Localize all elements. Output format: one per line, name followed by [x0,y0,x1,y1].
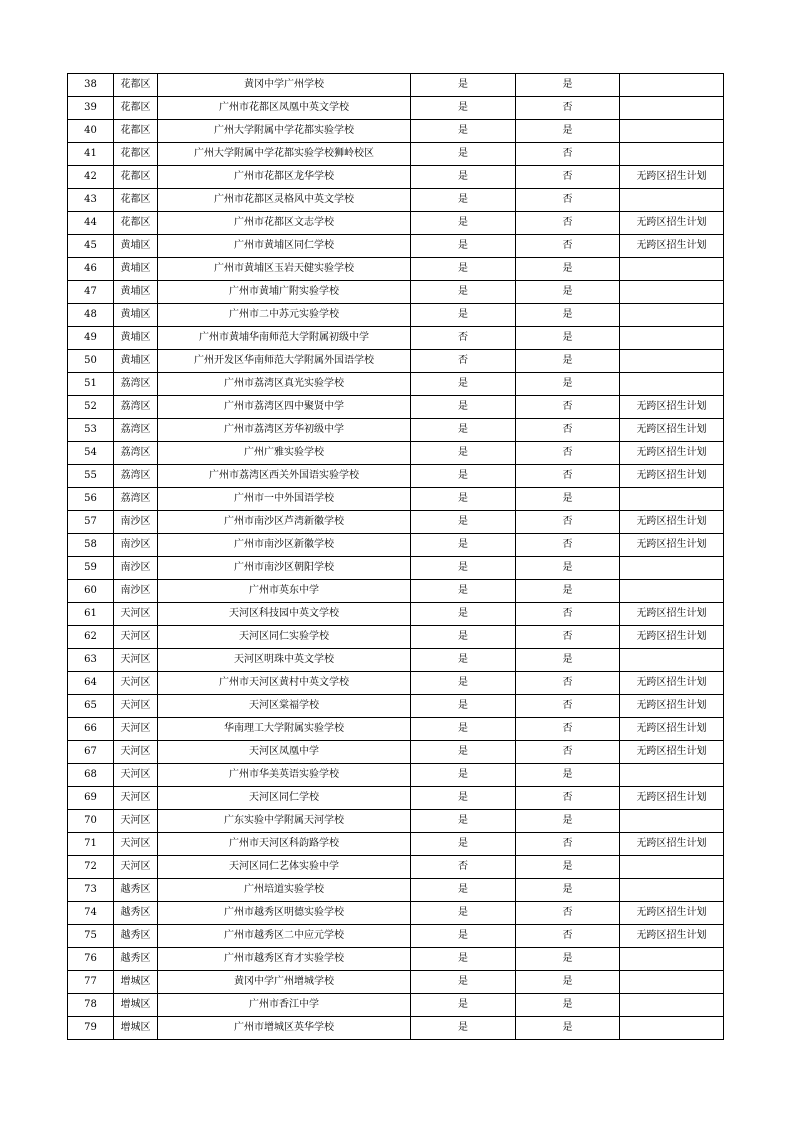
table-row [68,143,724,166]
school-name-cell: 天河区凤凰中学 [158,741,411,764]
status-cell-2: 是 [516,649,620,672]
row-number-cell: 79 [68,1017,114,1040]
note-cell: 无跨区招生计划 [620,603,724,626]
school-name-cell: 广州市荔湾区芳华初级中学 [158,419,411,442]
school-name-cell: 广州市荔湾区真光实验学校 [158,373,411,396]
district-cell: 增城区 [114,971,158,994]
note-cell [620,948,724,971]
status-cell-2: 否 [516,189,620,212]
table-row [68,488,724,511]
table-row [68,258,724,281]
district-cell: 黄埔区 [114,235,158,258]
row-number-cell: 60 [68,580,114,603]
table-row [68,787,724,810]
district-cell: 南沙区 [114,534,158,557]
note-cell: 无跨区招生计划 [620,741,724,764]
school-name-cell: 广州市花都区文志学校 [158,212,411,235]
district-cell: 南沙区 [114,580,158,603]
note-cell: 无跨区招生计划 [620,419,724,442]
row-number-cell: 47 [68,281,114,304]
row-number-cell: 46 [68,258,114,281]
table-row [68,442,724,465]
row-number-cell: 44 [68,212,114,235]
school-name-cell: 广东实验中学附属天河学校 [158,810,411,833]
status-cell-1: 是 [411,580,516,603]
row-number-cell: 43 [68,189,114,212]
school-name-cell: 天河区同仁实验学校 [158,626,411,649]
note-cell: 无跨区招生计划 [620,925,724,948]
status-cell-2: 是 [516,879,620,902]
status-cell-1: 是 [411,511,516,534]
status-cell-2: 否 [516,787,620,810]
note-cell: 无跨区招生计划 [620,212,724,235]
note-cell [620,764,724,787]
row-number-cell: 72 [68,856,114,879]
note-cell: 无跨区招生计划 [620,695,724,718]
note-cell [620,649,724,672]
district-cell: 越秀区 [114,925,158,948]
school-name-cell: 广州市南沙区朝阳学校 [158,557,411,580]
status-cell-2: 否 [516,465,620,488]
school-name-cell: 广州市黄埔华南师范大学附属初级中学 [158,327,411,350]
school-name-cell: 广州市花都区灵格风中英文学校 [158,189,411,212]
table-row [68,971,724,994]
status-cell-1: 是 [411,672,516,695]
district-cell: 天河区 [114,649,158,672]
school-name-cell: 天河区棠福学校 [158,695,411,718]
school-name-cell: 广州市荔湾区西关外国语实验学校 [158,465,411,488]
status-cell-1: 是 [411,212,516,235]
status-cell-2: 否 [516,672,620,695]
status-cell-2: 否 [516,603,620,626]
district-cell: 越秀区 [114,948,158,971]
district-cell: 天河区 [114,741,158,764]
status-cell-1: 是 [411,833,516,856]
status-cell-2: 否 [516,235,620,258]
table-row [68,189,724,212]
note-cell [620,189,724,212]
district-cell: 花都区 [114,143,158,166]
note-cell: 无跨区招生计划 [620,442,724,465]
district-cell: 荔湾区 [114,465,158,488]
status-cell-2: 是 [516,120,620,143]
note-cell: 无跨区招生计划 [620,511,724,534]
row-number-cell: 50 [68,350,114,373]
status-cell-2: 否 [516,396,620,419]
row-number-cell: 69 [68,787,114,810]
status-cell-2: 是 [516,1017,620,1040]
status-cell-1: 是 [411,258,516,281]
status-cell-1: 是 [411,304,516,327]
district-cell: 花都区 [114,189,158,212]
row-number-cell: 77 [68,971,114,994]
status-cell-2: 否 [516,97,620,120]
district-cell: 越秀区 [114,879,158,902]
district-cell: 花都区 [114,120,158,143]
district-cell: 天河区 [114,672,158,695]
table-row [68,350,724,373]
status-cell-1: 是 [411,971,516,994]
status-cell-1: 是 [411,465,516,488]
school-name-cell: 广州市二中苏元实验学校 [158,304,411,327]
status-cell-2: 是 [516,764,620,787]
table-row [68,879,724,902]
district-cell: 荔湾区 [114,488,158,511]
table-row [68,810,724,833]
status-cell-1: 否 [411,856,516,879]
school-name-cell: 黄冈中学广州学校 [158,74,411,97]
table-row [68,948,724,971]
note-cell [620,143,724,166]
status-cell-1: 是 [411,373,516,396]
school-name-cell: 天河区科技园中英文学校 [158,603,411,626]
district-cell: 黄埔区 [114,350,158,373]
row-number-cell: 51 [68,373,114,396]
district-cell: 荔湾区 [114,442,158,465]
table-row [68,649,724,672]
status-cell-1: 是 [411,718,516,741]
status-cell-2: 是 [516,810,620,833]
table-row [68,833,724,856]
note-cell: 无跨区招生计划 [620,672,724,695]
row-number-cell: 62 [68,626,114,649]
status-cell-1: 是 [411,189,516,212]
table-row [68,511,724,534]
row-number-cell: 74 [68,902,114,925]
district-cell: 南沙区 [114,557,158,580]
row-number-cell: 64 [68,672,114,695]
note-cell: 无跨区招生计划 [620,718,724,741]
school-name-cell: 广州市越秀区明德实验学校 [158,902,411,925]
school-name-cell: 广州大学附属中学花都实验学校 [158,120,411,143]
status-cell-2: 是 [516,856,620,879]
status-cell-2: 否 [516,511,620,534]
table-row [68,281,724,304]
status-cell-1: 是 [411,557,516,580]
school-name-cell: 广州市一中外国语学校 [158,488,411,511]
note-cell: 无跨区招生计划 [620,626,724,649]
status-cell-1: 是 [411,695,516,718]
row-number-cell: 76 [68,948,114,971]
table-row [68,235,724,258]
row-number-cell: 49 [68,327,114,350]
school-name-cell: 广州市花都区龙华学校 [158,166,411,189]
status-cell-2: 是 [516,948,620,971]
school-name-cell: 广州市黄埔区同仁学校 [158,235,411,258]
row-number-cell: 57 [68,511,114,534]
status-cell-1: 是 [411,97,516,120]
district-cell: 荔湾区 [114,419,158,442]
row-number-cell: 48 [68,304,114,327]
note-cell [620,304,724,327]
status-cell-1: 是 [411,120,516,143]
status-cell-1: 是 [411,764,516,787]
note-cell [620,971,724,994]
district-cell: 荔湾区 [114,396,158,419]
school-name-cell: 广州市南沙区芦湾新徽学校 [158,511,411,534]
table-row [68,672,724,695]
status-cell-2: 否 [516,143,620,166]
row-number-cell: 65 [68,695,114,718]
status-cell-2: 是 [516,74,620,97]
status-cell-1: 是 [411,396,516,419]
note-cell: 无跨区招生计划 [620,833,724,856]
table-row [68,534,724,557]
table-row [68,166,724,189]
table-row [68,603,724,626]
status-cell-2: 否 [516,695,620,718]
status-cell-2: 是 [516,580,620,603]
status-cell-1: 是 [411,534,516,557]
district-cell: 增城区 [114,994,158,1017]
district-cell: 增城区 [114,1017,158,1040]
table-row [68,97,724,120]
school-name-cell: 广州大学附属中学花都实验学校狮岭校区 [158,143,411,166]
table-row [68,741,724,764]
status-cell-2: 否 [516,902,620,925]
row-number-cell: 45 [68,235,114,258]
district-cell: 天河区 [114,833,158,856]
school-name-cell: 广州市越秀区二中应元学校 [158,925,411,948]
table-row [68,327,724,350]
status-cell-2: 是 [516,327,620,350]
district-cell: 天河区 [114,856,158,879]
note-cell: 无跨区招生计划 [620,787,724,810]
row-number-cell: 61 [68,603,114,626]
row-number-cell: 59 [68,557,114,580]
district-cell: 南沙区 [114,511,158,534]
school-name-cell: 广州市越秀区育才实验学校 [158,948,411,971]
status-cell-2: 是 [516,373,620,396]
note-cell [620,1017,724,1040]
status-cell-1: 是 [411,879,516,902]
status-cell-1: 否 [411,327,516,350]
status-cell-1: 是 [411,488,516,511]
district-cell: 天河区 [114,695,158,718]
status-cell-1: 是 [411,741,516,764]
status-cell-2: 否 [516,718,620,741]
note-cell [620,258,724,281]
school-name-cell: 广州广雅实验学校 [158,442,411,465]
status-cell-1: 是 [411,1017,516,1040]
row-number-cell: 71 [68,833,114,856]
row-number-cell: 58 [68,534,114,557]
school-name-cell: 广州开发区华南师范大学附属外国语学校 [158,350,411,373]
note-cell [620,97,724,120]
row-number-cell: 56 [68,488,114,511]
status-cell-2: 否 [516,626,620,649]
status-cell-2: 否 [516,925,620,948]
status-cell-1: 是 [411,787,516,810]
school-name-cell: 广州市黄埔广附实验学校 [158,281,411,304]
note-cell [620,281,724,304]
row-number-cell: 73 [68,879,114,902]
table-row [68,626,724,649]
status-cell-1: 否 [411,350,516,373]
row-number-cell: 39 [68,97,114,120]
status-cell-2: 是 [516,304,620,327]
status-cell-2: 是 [516,557,620,580]
status-cell-1: 是 [411,810,516,833]
note-cell [620,879,724,902]
note-cell [620,856,724,879]
district-cell: 黄埔区 [114,281,158,304]
school-name-cell: 广州市天河区黄村中英文学校 [158,672,411,695]
table-row [68,465,724,488]
school-name-cell: 广州市增城区英华学校 [158,1017,411,1040]
status-cell-2: 是 [516,971,620,994]
row-number-cell: 41 [68,143,114,166]
district-cell: 荔湾区 [114,373,158,396]
note-cell: 无跨区招生计划 [620,465,724,488]
district-cell: 天河区 [114,718,158,741]
status-cell-1: 是 [411,143,516,166]
row-number-cell: 68 [68,764,114,787]
district-cell: 花都区 [114,74,158,97]
status-cell-2: 否 [516,534,620,557]
status-cell-2: 是 [516,350,620,373]
table-row [68,994,724,1017]
status-cell-2: 是 [516,994,620,1017]
status-cell-2: 否 [516,741,620,764]
district-cell: 花都区 [114,212,158,235]
row-number-cell: 55 [68,465,114,488]
table-row [68,902,724,925]
district-cell: 越秀区 [114,902,158,925]
status-cell-1: 是 [411,281,516,304]
district-cell: 天河区 [114,626,158,649]
status-cell-2: 否 [516,419,620,442]
district-cell: 天河区 [114,603,158,626]
status-cell-1: 是 [411,419,516,442]
school-name-cell: 广州市华美英语实验学校 [158,764,411,787]
table-row [68,304,724,327]
district-cell: 花都区 [114,166,158,189]
row-number-cell: 70 [68,810,114,833]
row-number-cell: 63 [68,649,114,672]
status-cell-1: 是 [411,603,516,626]
row-number-cell: 38 [68,74,114,97]
school-name-cell: 天河区明珠中英文学校 [158,649,411,672]
table-row [68,764,724,787]
row-number-cell: 54 [68,442,114,465]
school-name-cell: 广州市南沙区新徽学校 [158,534,411,557]
row-number-cell: 75 [68,925,114,948]
row-number-cell: 78 [68,994,114,1017]
table-row [68,212,724,235]
row-number-cell: 66 [68,718,114,741]
table-row [68,718,724,741]
district-cell: 黄埔区 [114,258,158,281]
table-row [68,1017,724,1040]
status-cell-1: 是 [411,442,516,465]
school-name-cell: 广州市荔湾区四中聚贤中学 [158,396,411,419]
row-number-cell: 52 [68,396,114,419]
school-name-cell: 广州市英东中学 [158,580,411,603]
status-cell-2: 是 [516,488,620,511]
status-cell-1: 是 [411,902,516,925]
table-row [68,856,724,879]
school-name-cell: 天河区同仁艺体实验中学 [158,856,411,879]
row-number-cell: 67 [68,741,114,764]
district-cell: 黄埔区 [114,327,158,350]
status-cell-2: 是 [516,281,620,304]
school-name-cell: 广州市天河区科韵路学校 [158,833,411,856]
note-cell [620,557,724,580]
status-cell-2: 否 [516,166,620,189]
table-row [68,419,724,442]
district-cell: 天河区 [114,787,158,810]
note-cell [620,994,724,1017]
table-row [68,925,724,948]
note-cell [620,373,724,396]
district-cell: 天河区 [114,764,158,787]
table-row [68,396,724,419]
school-table [67,73,724,1040]
status-cell-2: 否 [516,442,620,465]
note-cell [620,350,724,373]
table-row [68,373,724,396]
table-row [68,74,724,97]
school-name-cell: 黄冈中学广州增城学校 [158,971,411,994]
status-cell-2: 是 [516,258,620,281]
school-name-cell: 广州市花都区凤凰中英文学校 [158,97,411,120]
note-cell [620,120,724,143]
note-cell [620,74,724,97]
status-cell-1: 是 [411,994,516,1017]
table-row [68,580,724,603]
note-cell: 无跨区招生计划 [620,534,724,557]
note-cell [620,580,724,603]
note-cell [620,488,724,511]
note-cell: 无跨区招生计划 [620,166,724,189]
table-row [68,120,724,143]
status-cell-2: 否 [516,833,620,856]
school-name-cell: 广州市香江中学 [158,994,411,1017]
school-name-cell: 广州市黄埔区玉岩天健实验学校 [158,258,411,281]
table-row [68,695,724,718]
note-cell [620,327,724,350]
status-cell-1: 是 [411,166,516,189]
status-cell-1: 是 [411,649,516,672]
status-cell-1: 是 [411,74,516,97]
status-cell-1: 是 [411,235,516,258]
status-cell-1: 是 [411,626,516,649]
district-cell: 花都区 [114,97,158,120]
district-cell: 黄埔区 [114,304,158,327]
status-cell-1: 是 [411,925,516,948]
note-cell: 无跨区招生计划 [620,396,724,419]
row-number-cell: 40 [68,120,114,143]
row-number-cell: 53 [68,419,114,442]
district-cell: 天河区 [114,810,158,833]
note-cell: 无跨区招生计划 [620,235,724,258]
table-body [68,74,724,1040]
row-number-cell: 42 [68,166,114,189]
school-name-cell: 华南理工大学附属实验学校 [158,718,411,741]
school-name-cell: 天河区同仁学校 [158,787,411,810]
note-cell: 无跨区招生计划 [620,902,724,925]
status-cell-2: 否 [516,212,620,235]
table-row [68,557,724,580]
school-name-cell: 广州培道实验学校 [158,879,411,902]
note-cell [620,810,724,833]
status-cell-1: 是 [411,948,516,971]
